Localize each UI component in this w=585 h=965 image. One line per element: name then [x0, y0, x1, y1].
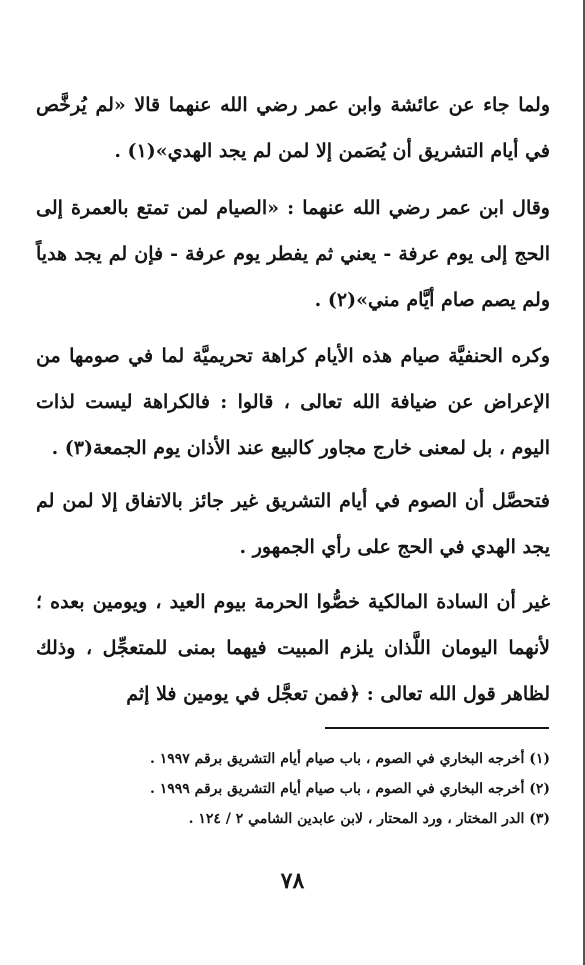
paragraph-5: غير أن السادة المالكية خصُّوا الحرمة بيوم العيد ، ويومين بعده ؛ لأنهما اليومان اللَّذان يلزم المبيت فيهما بمنى للمتعجِّل ، وذلك لظاهر قول الله تعالى : ﴿فمن تعجَّل في يومين فلا إثم [36, 591, 550, 705]
paragraph-4: فتحصَّل أن الصوم في أيام التشريق غير جائز بالاتفاق إلا لمن لم يجد الهدي في الحج على رأي الجمهور . [36, 490, 550, 558]
footnote-3: (٣) الدر المختار ، ورد المحتار ، لابن عابدين الشامي ٢ / ١٢٤ . [188, 811, 550, 827]
footnote-2: (٢) أخرجه البخاري في الصوم ، باب صيام أيام التشريق برقم ١٩٩٩ . [149, 781, 550, 797]
footnotes [36, 744, 550, 834]
paragraph-3: وكره الحنفيَّة صيام هذه الأيام كراهة تحريميَّة لما في صومها من الإعراض عن ضيافة الله تعالى ، قالوا : فالكراهة ليست لذات اليوم ، بل لمعنى خارج مجاور كالبيع عند الأذان يوم الجمعة(٣) . [36, 345, 550, 459]
footnote-1: (١) أخرجه البخاري في الصوم ، باب صيام أيام التشريق برقم ١٩٩٧ . [149, 751, 550, 767]
paragraph-1: ولما جاء عن عائشة وابن عمر رضي الله عنهما قالا «لم يُرخَّص في أيام التشريق أن يُصَمن إلا لمن لم يجد الهدي»(١) . [36, 94, 550, 162]
paragraph-2: وقال ابن عمر رضي الله عنهما : «الصيام لمن تمتع بالعمرة إلى الحج إلى يوم عرفة - يعني ثم يفطر يوم عرفة - فإن لم يجد هدياً ولم يصم صام أيَّام مني»(٢) . [36, 197, 550, 311]
page-number: ٧٨ [280, 868, 305, 894]
footnote-divider [325, 727, 549, 729]
